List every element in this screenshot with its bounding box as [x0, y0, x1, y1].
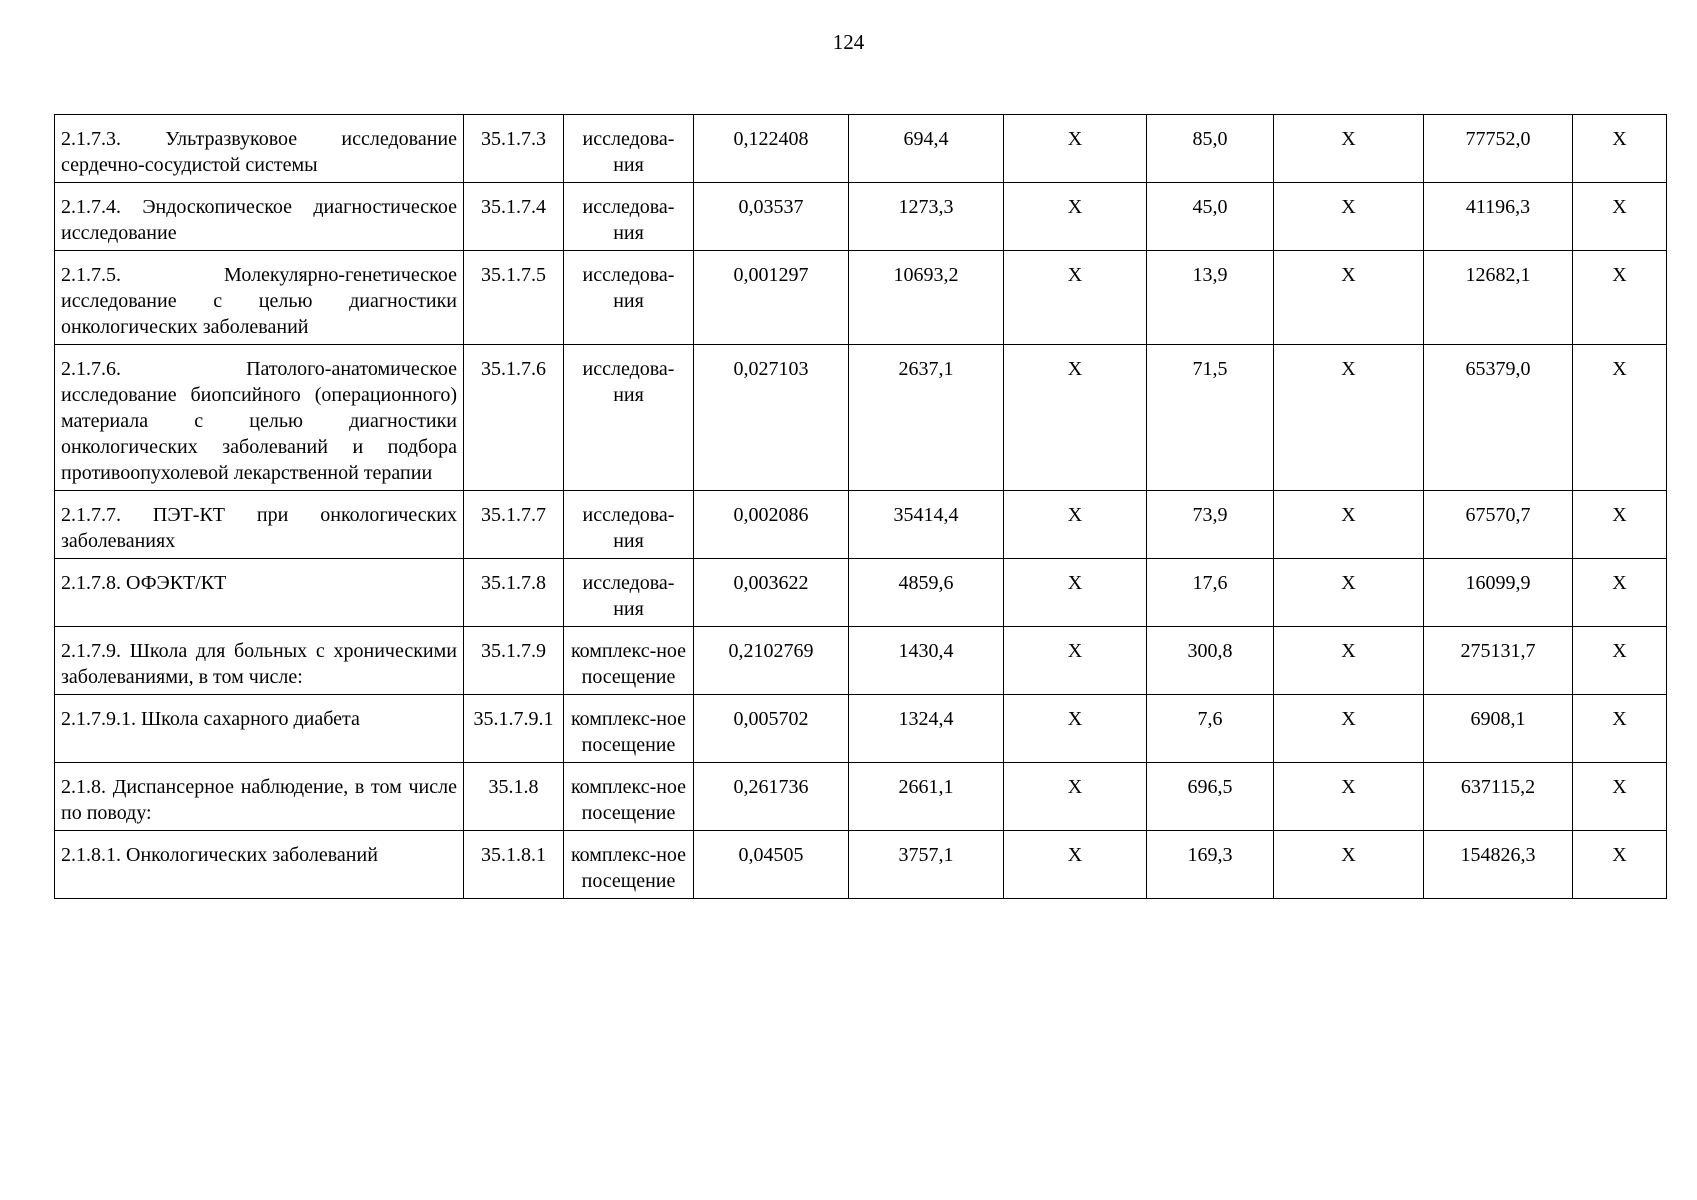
row-x-mark-cell: Х — [1004, 491, 1147, 559]
row-x-mark-cell: Х — [1004, 763, 1147, 831]
row-total-cell: 41196,3 — [1424, 183, 1573, 251]
row-x-mark-cell: Х — [1274, 695, 1424, 763]
row-cost-cell: 1273,3 — [849, 183, 1004, 251]
row-x-mark-cell: Х — [1573, 831, 1667, 899]
row-value-cell: 300,8 — [1147, 627, 1274, 695]
table-row — [55, 627, 1667, 695]
row-cost-cell: 3757,1 — [849, 831, 1004, 899]
row-x-mark-cell: Х — [1274, 831, 1424, 899]
row-unit-cell: исследова-ния — [564, 345, 694, 491]
row-cost-cell: 4859,6 — [849, 559, 1004, 627]
row-unit-cell: исследова-ния — [564, 491, 694, 559]
row-name-cell: 2.1.7.9.1. Школа сахарного диабета — [55, 695, 464, 763]
row-value-cell: 13,9 — [1147, 251, 1274, 345]
row-x-mark-cell: Х — [1573, 763, 1667, 831]
table-row — [55, 695, 1667, 763]
row-total-cell: 65379,0 — [1424, 345, 1573, 491]
row-total-cell: 12682,1 — [1424, 251, 1573, 345]
row-unit-cell: исследова-ния — [564, 183, 694, 251]
row-name-cell: 2.1.8. Диспансерное наблюдение, в том числе по поводу: — [55, 763, 464, 831]
row-x-mark-cell: Х — [1573, 559, 1667, 627]
row-name-cell: 2.1.7.7. ПЭТ-КТ при онкологических заболеваниях — [55, 491, 464, 559]
row-cost-cell: 1430,4 — [849, 627, 1004, 695]
table-row — [55, 251, 1667, 345]
row-x-mark-cell: Х — [1274, 345, 1424, 491]
row-cost-cell: 1324,4 — [849, 695, 1004, 763]
row-x-mark-cell: Х — [1274, 115, 1424, 183]
row-x-mark-cell: Х — [1004, 627, 1147, 695]
row-x-mark-cell: Х — [1004, 345, 1147, 491]
row-name-cell: 2.1.8.1. Онкологических заболеваний — [55, 831, 464, 899]
row-unit-cell: исследова-ния — [564, 559, 694, 627]
row-x-mark-cell: Х — [1573, 491, 1667, 559]
row-norm-cell: 0,027103 — [694, 345, 849, 491]
row-code-cell: 35.1.7.9 — [464, 627, 564, 695]
row-total-cell: 154826,3 — [1424, 831, 1573, 899]
row-x-mark-cell: Х — [1573, 251, 1667, 345]
row-x-mark-cell: Х — [1573, 627, 1667, 695]
row-code-cell: 35.1.7.4 — [464, 183, 564, 251]
row-unit-cell: исследова-ния — [564, 251, 694, 345]
row-total-cell: 77752,0 — [1424, 115, 1573, 183]
table-row — [55, 831, 1667, 899]
page-number: 124 — [832, 30, 865, 54]
row-total-cell: 67570,7 — [1424, 491, 1573, 559]
row-x-mark-cell: Х — [1274, 627, 1424, 695]
row-name-cell: 2.1.7.6. Патолого-анатомическое исследование биопсийного (операционного) материала с целью диагностики онкологических заболеваний и подбора противоопухолевой лекарственной терапии — [55, 345, 464, 491]
row-x-mark-cell: Х — [1274, 183, 1424, 251]
row-unit-cell: комплекс-ное посещение — [564, 831, 694, 899]
row-code-cell: 35.1.7.8 — [464, 559, 564, 627]
row-name-cell: 2.1.7.4. Эндоскопическое диагностическое исследование — [55, 183, 464, 251]
row-x-mark-cell: Х — [1004, 183, 1147, 251]
row-x-mark-cell: Х — [1274, 559, 1424, 627]
row-value-cell: 169,3 — [1147, 831, 1274, 899]
row-norm-cell: 0,005702 — [694, 695, 849, 763]
row-norm-cell: 0,002086 — [694, 491, 849, 559]
row-code-cell: 35.1.8 — [464, 763, 564, 831]
row-norm-cell: 0,001297 — [694, 251, 849, 345]
row-code-cell: 35.1.7.6 — [464, 345, 564, 491]
row-x-mark-cell: Х — [1274, 251, 1424, 345]
row-norm-cell: 0,04505 — [694, 831, 849, 899]
table-row — [55, 559, 1667, 627]
table-row — [55, 763, 1667, 831]
row-unit-cell: комплекс-ное посещение — [564, 763, 694, 831]
row-code-cell: 35.1.7.3 — [464, 115, 564, 183]
row-x-mark-cell: Х — [1573, 695, 1667, 763]
row-code-cell: 35.1.7.9.1 — [464, 695, 564, 763]
row-code-cell: 35.1.7.5 — [464, 251, 564, 345]
row-cost-cell: 2661,1 — [849, 763, 1004, 831]
row-x-mark-cell: Х — [1004, 695, 1147, 763]
table-row — [55, 183, 1667, 251]
row-code-cell: 35.1.8.1 — [464, 831, 564, 899]
row-x-mark-cell: Х — [1004, 115, 1147, 183]
row-norm-cell: 0,03537 — [694, 183, 849, 251]
row-unit-cell: комплекс-ное посещение — [564, 627, 694, 695]
table-row — [55, 345, 1667, 491]
table-body — [55, 115, 1667, 899]
row-value-cell: 45,0 — [1147, 183, 1274, 251]
row-total-cell: 637115,2 — [1424, 763, 1573, 831]
row-cost-cell: 35414,4 — [849, 491, 1004, 559]
row-value-cell: 17,6 — [1147, 559, 1274, 627]
row-x-mark-cell: Х — [1274, 763, 1424, 831]
row-x-mark-cell: Х — [1004, 251, 1147, 345]
row-total-cell: 16099,9 — [1424, 559, 1573, 627]
row-value-cell: 696,5 — [1147, 763, 1274, 831]
row-value-cell: 85,0 — [1147, 115, 1274, 183]
row-value-cell: 7,6 — [1147, 695, 1274, 763]
row-norm-cell: 0,261736 — [694, 763, 849, 831]
row-norm-cell: 0,122408 — [694, 115, 849, 183]
row-value-cell: 73,9 — [1147, 491, 1274, 559]
row-cost-cell: 694,4 — [849, 115, 1004, 183]
row-name-cell: 2.1.7.8. ОФЭКТ/КТ — [55, 559, 464, 627]
row-x-mark-cell: Х — [1573, 345, 1667, 491]
row-cost-cell: 10693,2 — [849, 251, 1004, 345]
row-unit-cell: исследова-ния — [564, 115, 694, 183]
row-name-cell: 2.1.7.5. Молекулярно-генетическое исследование с целью диагностики онкологических заболеваний — [55, 251, 464, 345]
row-total-cell: 6908,1 — [1424, 695, 1573, 763]
row-cost-cell: 2637,1 — [849, 345, 1004, 491]
row-x-mark-cell: Х — [1004, 559, 1147, 627]
row-code-cell: 35.1.7.7 — [464, 491, 564, 559]
data-table — [54, 114, 1667, 899]
row-norm-cell: 0,2102769 — [694, 627, 849, 695]
row-x-mark-cell: Х — [1004, 831, 1147, 899]
row-name-cell: 2.1.7.9. Школа для больных с хроническими заболеваниями, в том числе: — [55, 627, 464, 695]
row-x-mark-cell: Х — [1573, 183, 1667, 251]
row-norm-cell: 0,003622 — [694, 559, 849, 627]
table-row — [55, 491, 1667, 559]
row-x-mark-cell: Х — [1274, 491, 1424, 559]
row-name-cell: 2.1.7.3. Ультразвуковое исследование сердечно-сосудистой системы — [55, 115, 464, 183]
row-x-mark-cell: Х — [1573, 115, 1667, 183]
row-value-cell: 71,5 — [1147, 345, 1274, 491]
row-total-cell: 275131,7 — [1424, 627, 1573, 695]
row-unit-cell: комплекс-ное посещение — [564, 695, 694, 763]
table-row — [55, 115, 1667, 183]
